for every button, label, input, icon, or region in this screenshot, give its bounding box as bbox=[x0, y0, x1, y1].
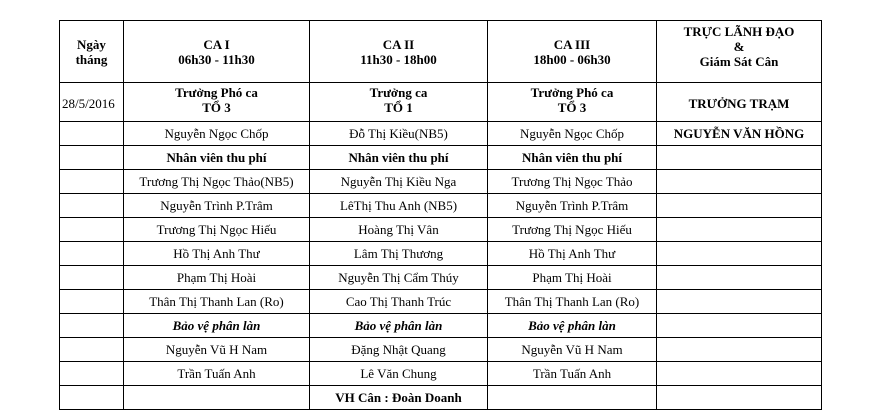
cell-ca3: Thân Thị Thanh Lan (Ro) bbox=[488, 290, 657, 314]
duty-roster-table bbox=[59, 20, 822, 410]
cell-ca3: Nguyễn Trình P.Trâm bbox=[488, 194, 657, 218]
leader-ca3: Trưởng Phó ca TỔ 3 bbox=[488, 83, 657, 122]
cell-ca2: Lâm Thị Thương bbox=[310, 242, 488, 266]
cell-ca3 bbox=[488, 386, 657, 410]
date-cell-empty bbox=[60, 242, 124, 266]
cell-ca1: Trương Thị Ngọc Hiếu bbox=[124, 218, 310, 242]
cell-lead bbox=[657, 290, 822, 314]
date-cell-empty bbox=[60, 146, 124, 170]
cell-ca3: Phạm Thị Hoài bbox=[488, 266, 657, 290]
cell-lead bbox=[657, 266, 822, 290]
header-lead: TRỰC LÃNH ĐẠO & Giám Sát Cân bbox=[657, 21, 822, 83]
cell-lead bbox=[657, 170, 822, 194]
cell-ca3: Trần Tuấn Anh bbox=[488, 362, 657, 386]
table-row bbox=[60, 386, 822, 410]
cell-ca2: LêThị Thu Anh (NB5) bbox=[310, 194, 488, 218]
table-row bbox=[60, 338, 822, 362]
date-cell-empty bbox=[60, 338, 124, 362]
header-row bbox=[60, 21, 822, 83]
cell-ca3: Nguyễn Ngọc Chốp bbox=[488, 122, 657, 146]
cell-ca2: VH Cân : Đoàn Doanh bbox=[310, 386, 488, 410]
cell-ca2: Nhân viên thu phí bbox=[310, 146, 488, 170]
cell-ca1: Thân Thị Thanh Lan (Ro) bbox=[124, 290, 310, 314]
date-cell-empty bbox=[60, 122, 124, 146]
cell-ca3: Nguyễn Vũ H Nam bbox=[488, 338, 657, 362]
cell-ca1: Nguyễn Trình P.Trâm bbox=[124, 194, 310, 218]
table-row bbox=[60, 290, 822, 314]
cell-ca1: Nhân viên thu phí bbox=[124, 146, 310, 170]
header-ca3: CA III 18h00 - 06h30 bbox=[488, 21, 657, 83]
table-row bbox=[60, 218, 822, 242]
leader-row bbox=[60, 83, 822, 122]
date-cell-empty bbox=[60, 290, 124, 314]
cell-ca1: Hồ Thị Anh Thư bbox=[124, 242, 310, 266]
cell-lead bbox=[657, 314, 822, 338]
table-row bbox=[60, 146, 822, 170]
cell-ca2: Đặng Nhật Quang bbox=[310, 338, 488, 362]
date-cell-empty bbox=[60, 362, 124, 386]
cell-ca1: Phạm Thị Hoài bbox=[124, 266, 310, 290]
cell-ca1: Bảo vệ phân làn bbox=[124, 314, 310, 338]
cell-ca3: Trương Thị Ngọc Hiếu bbox=[488, 218, 657, 242]
cell-ca2: Nguyễn Thị Kiều Nga bbox=[310, 170, 488, 194]
cell-ca2: Hoàng Thị Vân bbox=[310, 218, 488, 242]
cell-lead bbox=[657, 218, 822, 242]
table-row bbox=[60, 170, 822, 194]
cell-ca2: Đỗ Thị Kiều(NB5) bbox=[310, 122, 488, 146]
cell-ca2: Nguyễn Thị Cẩm Thúy bbox=[310, 266, 488, 290]
cell-ca1 bbox=[124, 386, 310, 410]
header-ca1: CA I 06h30 - 11h30 bbox=[124, 21, 310, 83]
cell-ca2: Lê Văn Chung bbox=[310, 362, 488, 386]
cell-lead bbox=[657, 362, 822, 386]
date-cell: 28/5/2016 bbox=[60, 83, 124, 122]
cell-ca1: Nguyễn Vũ H Nam bbox=[124, 338, 310, 362]
cell-ca3: Hồ Thị Anh Thư bbox=[488, 242, 657, 266]
table-row bbox=[60, 194, 822, 218]
date-cell-empty bbox=[60, 194, 124, 218]
date-cell-empty bbox=[60, 386, 124, 410]
cell-ca3: Trương Thị Ngọc Thảo bbox=[488, 170, 657, 194]
date-cell-empty bbox=[60, 218, 124, 242]
cell-lead bbox=[657, 386, 822, 410]
date-cell-empty bbox=[60, 266, 124, 290]
cell-ca2: Bảo vệ phân làn bbox=[310, 314, 488, 338]
table-row bbox=[60, 266, 822, 290]
cell-lead: NGUYỄN VĂN HỒNG bbox=[657, 122, 822, 146]
header-ca2: CA II 11h30 - 18h00 bbox=[310, 21, 488, 83]
cell-ca2: Cao Thị Thanh Trúc bbox=[310, 290, 488, 314]
cell-ca3: Bảo vệ phân làn bbox=[488, 314, 657, 338]
cell-lead bbox=[657, 146, 822, 170]
cell-ca3: Nhân viên thu phí bbox=[488, 146, 657, 170]
table-row bbox=[60, 362, 822, 386]
cell-lead bbox=[657, 338, 822, 362]
leader-ca1: Trưởng Phó ca TỔ 3 bbox=[124, 83, 310, 122]
date-cell-empty bbox=[60, 170, 124, 194]
date-cell-empty bbox=[60, 314, 124, 338]
header-date-col: Ngày tháng bbox=[60, 21, 124, 83]
table-row bbox=[60, 242, 822, 266]
table-row bbox=[60, 314, 822, 338]
cell-ca1: Trương Thị Ngọc Thảo(NB5) bbox=[124, 170, 310, 194]
cell-lead bbox=[657, 194, 822, 218]
leader-lead: TRƯỞNG TRẠM bbox=[657, 83, 822, 122]
cell-ca1: Trần Tuấn Anh bbox=[124, 362, 310, 386]
cell-ca1: Nguyễn Ngọc Chốp bbox=[124, 122, 310, 146]
cell-lead bbox=[657, 242, 822, 266]
leader-ca2: Trưởng ca TỔ 1 bbox=[310, 83, 488, 122]
table-row bbox=[60, 122, 822, 146]
